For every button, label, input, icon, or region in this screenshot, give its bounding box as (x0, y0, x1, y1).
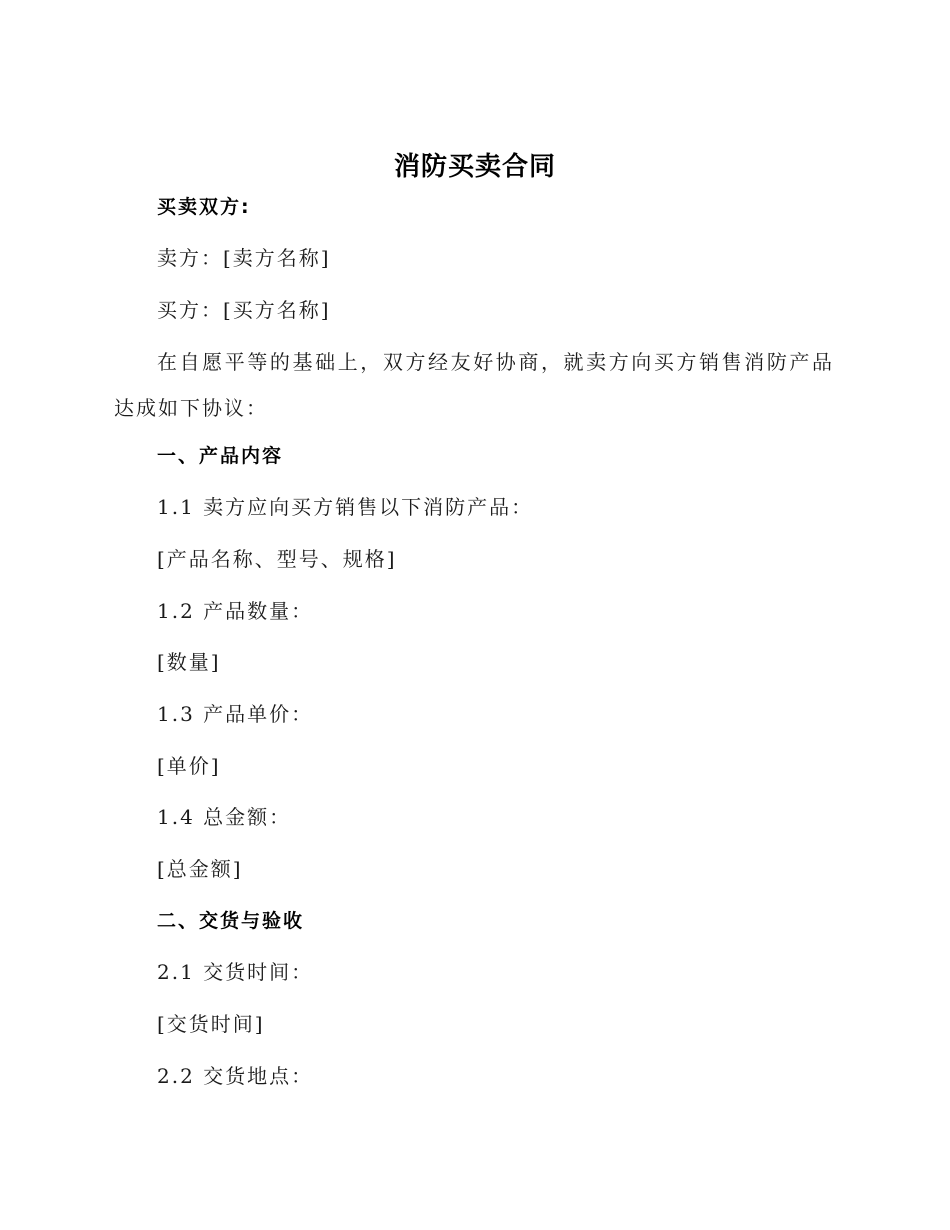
item-2-1: 2.1 交货时间： (157, 960, 314, 984)
section1-heading: 一、产品内容 (157, 445, 284, 467)
item-1-3: 1.3 产品单价： (157, 702, 314, 726)
document-title: 消防买卖合同 (393, 152, 556, 182)
seller-line: 卖方：[卖方名称] (157, 246, 331, 270)
item-1-1: 1.1 卖方应向买方销售以下消防产品： (157, 495, 534, 519)
intro-paragraph: 在自愿平等的基础上，双方经友好协商，就卖方向买方销售消防产品达成如下协议： (114, 350, 834, 420)
item-1-4: 1.4 总金额： (157, 805, 292, 829)
item-1-2: 1.2 产品数量： (157, 599, 314, 623)
item-2-1-value: [交货时间] (157, 1012, 265, 1036)
buyer-line: 买方：[买方名称] (157, 298, 331, 322)
item-1-4-value: [总金额] (157, 857, 243, 881)
section2-heading: 二、交货与验收 (157, 910, 305, 932)
item-2-2: 2.2 交货地点： (157, 1064, 314, 1088)
item-1-2-value: [数量] (157, 650, 221, 674)
item-1-3-value: [单价] (157, 754, 221, 778)
item-1-1-value: [产品名称、型号、规格] (157, 547, 397, 571)
parties-heading: 买卖双方: (157, 196, 251, 218)
